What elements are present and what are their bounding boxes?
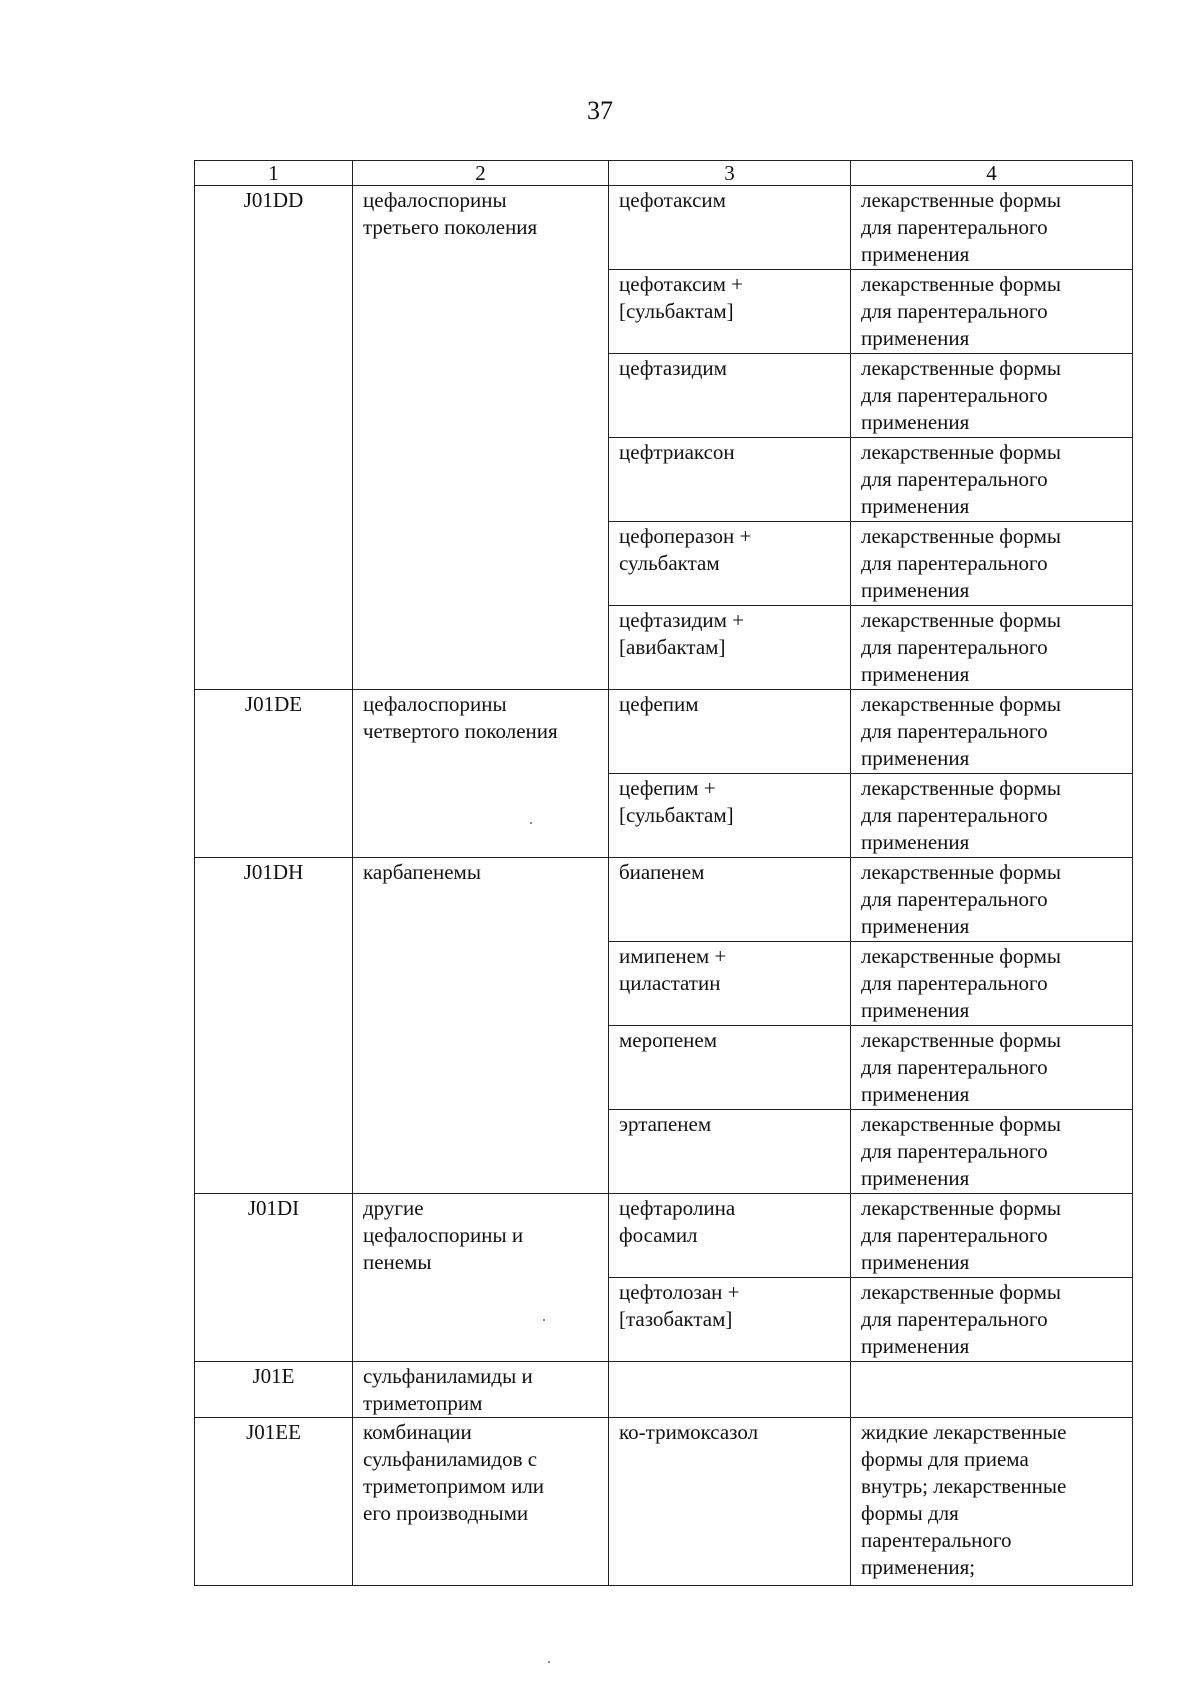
atc-code-cell: J01E	[195, 1362, 353, 1418]
table-row	[195, 1418, 1133, 1586]
table-row	[195, 186, 1133, 270]
table-row	[195, 1194, 1133, 1278]
drug-name-cell: цефотаксим + [сульбактам]	[609, 270, 851, 354]
drug-name-cell: ко-тримоксазол	[609, 1418, 851, 1586]
drug-classification-table	[194, 160, 1133, 1586]
scan-speck	[530, 822, 532, 824]
dosage-form-cell: лекарственные формы для парентерального применения	[851, 1278, 1133, 1362]
dosage-form-cell: лекарственные формы для парентерального применения	[851, 858, 1133, 942]
scan-speck	[543, 1319, 545, 1321]
dosage-form-cell: лекарственные формы для парентерального применения	[851, 438, 1133, 522]
drug-name-cell: эртапенем	[609, 1110, 851, 1194]
dosage-form-cell: лекарственные формы для парентерального применения	[851, 1110, 1133, 1194]
atc-code-cell: J01DH	[195, 858, 353, 1194]
drug-name-cell: цефепим	[609, 690, 851, 774]
drug-name-cell: цефтазидим	[609, 354, 851, 438]
atc-code-cell: J01DE	[195, 690, 353, 858]
drug-name-cell: цефтазидим + [авибактам]	[609, 606, 851, 690]
dosage-form-cell: лекарственные формы для парентерального применения	[851, 186, 1133, 270]
scan-speck	[548, 1661, 550, 1663]
dosage-form-cell: лекарственные формы для парентерального применения	[851, 354, 1133, 438]
dosage-form-cell: лекарственные формы для парентерального применения	[851, 774, 1133, 858]
dosage-form-cell: лекарственные формы для парентерального применения	[851, 1194, 1133, 1278]
drug-name-cell: цефотаксим	[609, 186, 851, 270]
atc-code-cell: J01EE	[195, 1418, 353, 1586]
dosage-form-cell: лекарственные формы для парентерального применения	[851, 1026, 1133, 1110]
group-name-cell: цефалоспорины третьего поколения	[353, 186, 609, 690]
header-cell-1: 1	[195, 161, 353, 186]
dosage-form-cell: лекарственные формы для парентерального применения	[851, 942, 1133, 1026]
atc-code-cell: J01DD	[195, 186, 353, 690]
drug-name-cell	[609, 1362, 851, 1418]
table-row	[195, 1362, 1133, 1418]
drug-name-cell: цефтриаксон	[609, 438, 851, 522]
dosage-form-cell	[851, 1362, 1133, 1418]
drug-name-cell: цефепим + [сульбактам]	[609, 774, 851, 858]
group-name-cell: другие цефалоспорины и пенемы	[353, 1194, 609, 1362]
table-row	[195, 690, 1133, 774]
drug-name-cell: цефтаролина фосамил	[609, 1194, 851, 1278]
drug-name-cell: цефтолозан + [тазобактам]	[609, 1278, 851, 1362]
header-cell-3: 3	[609, 161, 851, 186]
drug-name-cell: имипенем + циластатин	[609, 942, 851, 1026]
group-name-cell: карбапенемы	[353, 858, 609, 1194]
table-header-row	[195, 161, 1133, 186]
drug-name-cell: меропенем	[609, 1026, 851, 1110]
dosage-form-cell: лекарственные формы для парентерального применения	[851, 522, 1133, 606]
header-cell-4: 4	[851, 161, 1133, 186]
group-name-cell: комбинации сульфаниламидов с триметопримом или его производными	[353, 1418, 609, 1586]
group-name-cell: цефалоспорины четвертого поколения	[353, 690, 609, 858]
drug-name-cell: цефоперазон + сульбактам	[609, 522, 851, 606]
drug-name-cell: биапенем	[609, 858, 851, 942]
table-row	[195, 858, 1133, 942]
dosage-form-cell: жидкие лекарственные формы для приема внутрь; лекарственные формы для парентерального применения;	[851, 1418, 1133, 1586]
dosage-form-cell: лекарственные формы для парентерального применения	[851, 690, 1133, 774]
page-number: 37	[587, 96, 613, 125]
header-cell-2: 2	[353, 161, 609, 186]
dosage-form-cell: лекарственные формы для парентерального применения	[851, 270, 1133, 354]
atc-code-cell: J01DI	[195, 1194, 353, 1362]
dosage-form-cell: лекарственные формы для парентерального применения	[851, 606, 1133, 690]
group-name-cell: сульфаниламиды и триметоприм	[353, 1362, 609, 1418]
